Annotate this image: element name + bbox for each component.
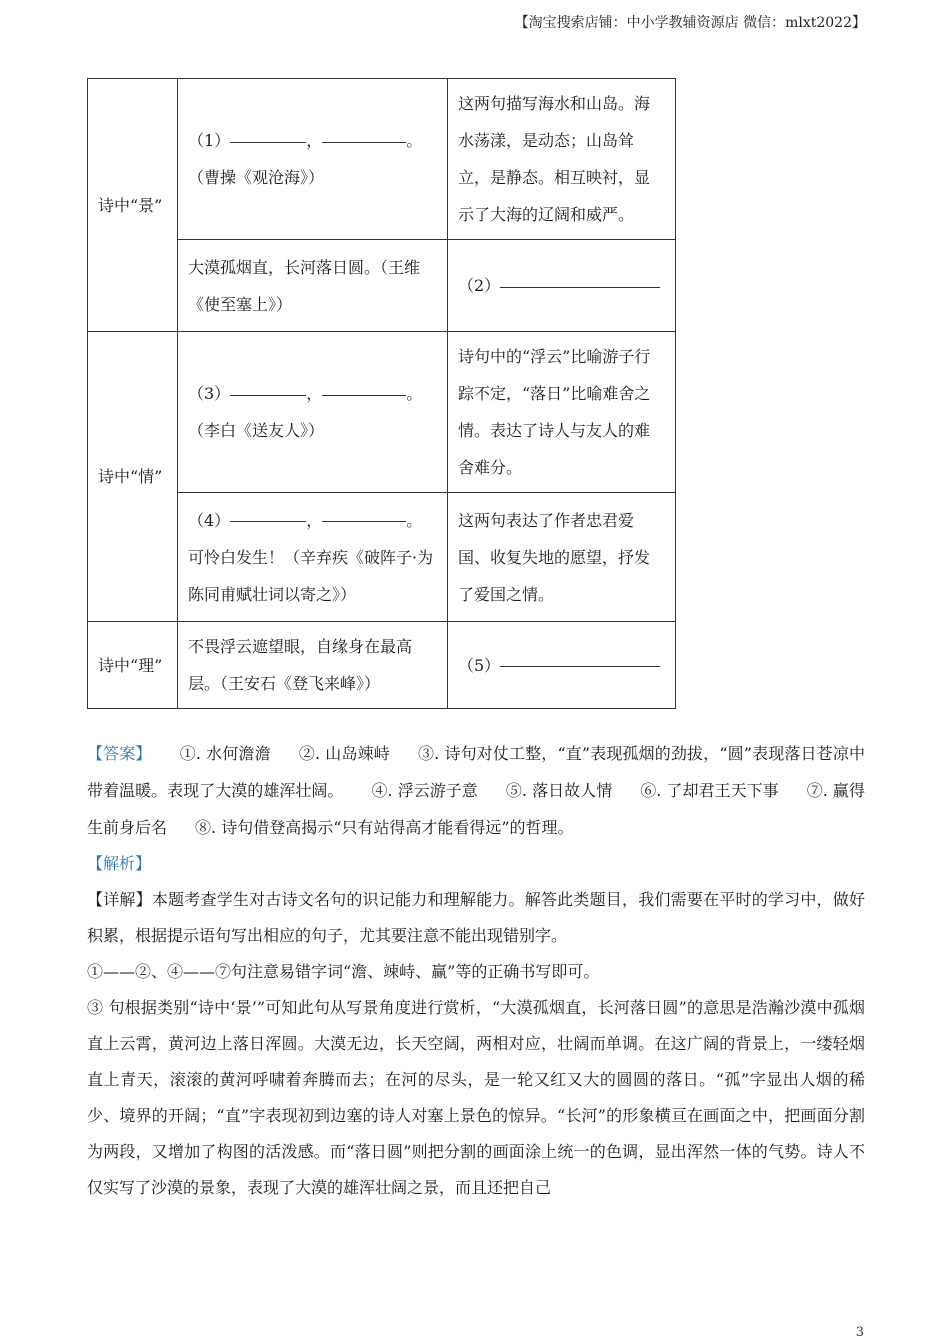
question-cell-2: 大漠孤烟直，长河落日圆。（王维《使至塞上》） — [178, 240, 448, 332]
answer-item: ⑦. 赢得生前身后名 — [87, 781, 865, 837]
category-reason: 诗中“理” — [88, 622, 178, 709]
question-number: （2） — [458, 276, 501, 295]
question-cell-5: 不畏浮云遮望眼，自缘身在最高层。（王安石《登飞来峰》） — [178, 622, 448, 709]
separator: ， — [306, 131, 323, 150]
blank-line[interactable] — [230, 520, 306, 522]
answer-section — [87, 735, 865, 1206]
question-number: （4） — [188, 510, 231, 530]
question-cell-1 — [178, 79, 448, 240]
answer-cell-5 — [448, 622, 676, 709]
question-number: （3） — [188, 384, 231, 403]
answer-label: 【答案】 — [87, 744, 152, 763]
blank-line[interactable] — [500, 286, 660, 288]
category-emotion: 诗中“情” — [88, 332, 178, 622]
answer-paragraph — [87, 735, 865, 846]
answer-item: ④. 浮云游子意 — [371, 781, 478, 800]
answer-item: ⑤. 落日故人情 — [505, 781, 613, 800]
question-number: （5） — [458, 655, 501, 675]
page-header: 【淘宝搜索店铺：中小学教辅资源店 微信：mlxt2022】 — [514, 15, 866, 31]
analysis-paragraph: ③ 句根据类别“诗中‘景’”可知此句从写景角度进行赏析，“大漠孤烟直，长河落日圆”的意思是浩瀚沙漠中孤烟直上云霄，黄河边上落日浑圆。大漠无边，长天空阔，两相对应，壮阔而单调。在这广阔的背景上，一缕轻烟直上青天，滚滚的黄河呼啸着奔腾而去；在河的尽头，是一轮又红又大的圆圆的落日。“孤”字显出人烟的稀少、境界的开阔；“直”字表现初到边塞的诗人对塞上景色的惊异。“长河”的形象横亘在画面之中，把画面分割为两段，又增加了构图的活泼感。而“落日圆”则把分割的画面涂上统一的色调，显出浑然一体的气势。诗人不仅实写了沙漠的景象，表现了大漠的雄浑壮阔之景，而且还把自己 — [87, 998, 865, 1197]
question-cell-3 — [178, 332, 448, 493]
separator: ， — [306, 510, 323, 530]
answer-cell-2 — [448, 240, 676, 332]
detail-paragraph: 【详解】本题考查学生对古诗文名句的识记能力和理解能力。解答此类题目，我们需要在平时的学习中，做好积累，根据提示语句写出相应的句子，尤其要注意不能出现错别字。 — [87, 890, 865, 945]
blank-line[interactable] — [230, 394, 306, 396]
answer-item: ⑥. 了却君王天下事 — [640, 781, 779, 800]
question-cell-4 — [178, 493, 448, 622]
question-source: 。可怜白发生！（辛弃疾《破阵子·为陈同甫赋壮词以寄之》） — [188, 510, 434, 604]
analysis-cell-3: 诗句中的“浮云”比喻游子行踪不定，“落日”比喻难舍之情。表达了诗人与友人的难舍难分。 — [448, 332, 676, 493]
page-number: 3 — [855, 1325, 864, 1340]
analysis-paragraph: ①——②、④——⑦句注意易错字词“澹、竦峙、赢”等的正确书写即可。 — [87, 962, 600, 981]
blank-line[interactable] — [322, 394, 406, 396]
table-row — [88, 332, 676, 493]
answer-item: ①. 水何澹澹 — [179, 744, 271, 763]
blank-line[interactable] — [322, 520, 406, 522]
answer-item: ②. 山岛竦峙 — [298, 744, 390, 763]
answer-item: ⑧. 诗句借登高揭示“只有站得高才能看得远”的哲理。 — [195, 818, 574, 837]
answer-item: ③. 诗句对仗工整，“直”表现孤烟的劲拔，“圆”表现落日苍凉中带着温暖。表现了大漠的雄浑壮阔。 — [87, 744, 865, 800]
question-source: 。（曹操《观沧海》） — [188, 131, 423, 187]
blank-line[interactable] — [322, 141, 406, 143]
question-number: （1） — [188, 131, 231, 150]
question-source: 。（李白《送友人》） — [188, 384, 423, 440]
blank-line[interactable] — [230, 141, 306, 143]
analysis-cell-1: 这两句描写海水和山岛。海水荡漾，是动态；山岛耸立，是静态。相互映衬，显示了大海的辽阔和威严。 — [448, 79, 676, 240]
category-scenery: 诗中“景” — [88, 79, 178, 332]
poem-table — [87, 78, 676, 709]
separator: ， — [306, 384, 323, 403]
table-row — [88, 79, 676, 240]
blank-line[interactable] — [500, 665, 660, 667]
analysis-cell-4: 这两句表达了作者忠君爱国、收复失地的愿望，抒发了爱国之情。 — [448, 493, 676, 622]
table-row — [88, 622, 676, 709]
analysis-label: 【解析】 — [87, 854, 152, 873]
